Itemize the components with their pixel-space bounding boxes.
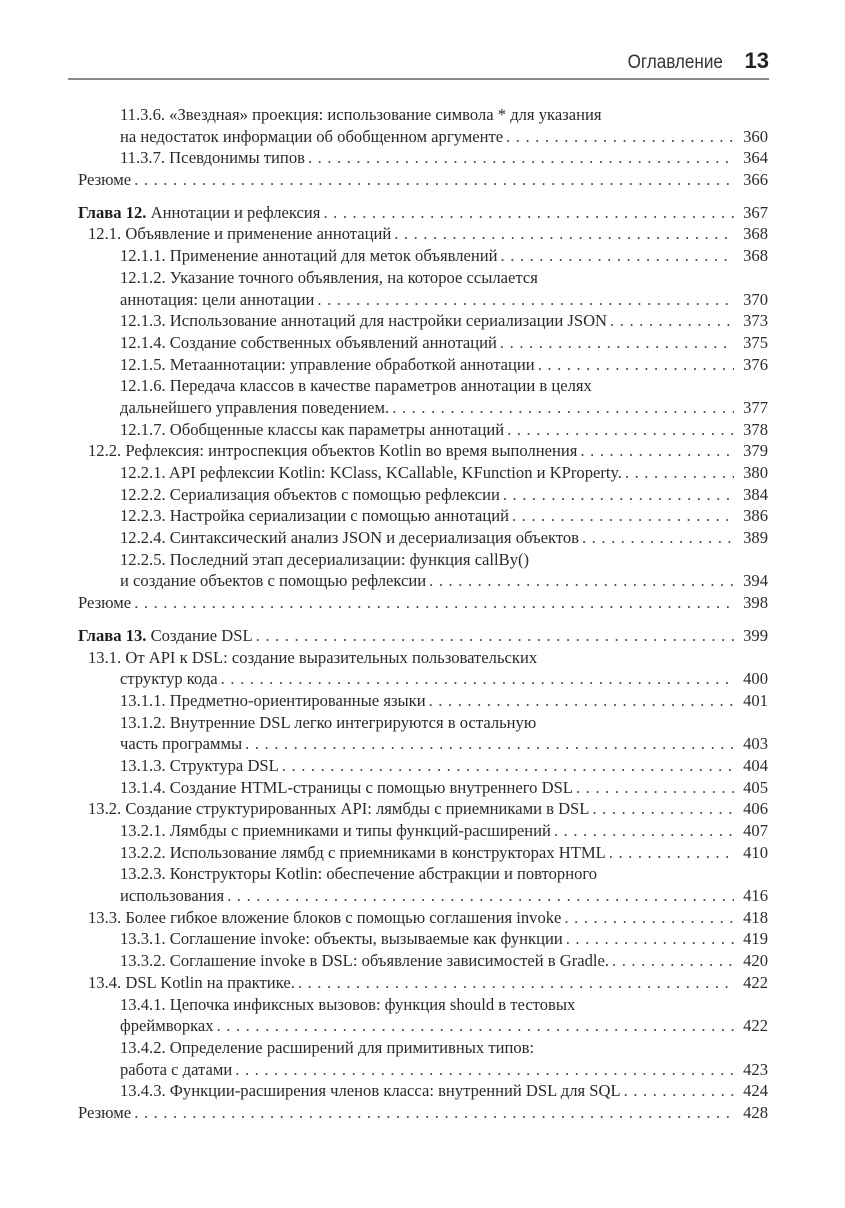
toc-section-entry: [0, 332, 845, 354]
toc-entry-title: 13.3. Более гибкое вложение блоков с помощью соглашения invoke: [88, 907, 564, 929]
toc-line: [0, 332, 845, 354]
toc-line: [0, 647, 845, 669]
toc-section-entry: [0, 690, 845, 712]
toc-line: [0, 440, 845, 462]
dot-leader: [512, 505, 734, 527]
toc-entry-title: 13.4. DSL Kotlin на практике.: [88, 972, 298, 994]
toc-section-entry: [0, 223, 845, 245]
toc-entry-title: на недостаток информации об обобщенном аргументе: [120, 126, 506, 148]
dot-leader: [624, 1080, 734, 1102]
running-header: [68, 36, 769, 80]
toc-page-number: 377: [743, 397, 768, 417]
toc-section-entry: [0, 375, 845, 418]
toc-page-number: 423: [743, 1059, 768, 1079]
toc-line: [0, 549, 845, 571]
toc-entry-title: Резюме: [78, 1102, 134, 1124]
toc-page-number: 373: [743, 311, 768, 331]
toc-section-entry: [0, 527, 845, 549]
toc-line: [0, 126, 845, 148]
toc-entry-title: 13.2.1. Лямбды с приемниками и типы функций-расширений: [120, 820, 554, 842]
toc-line: [0, 505, 845, 527]
toc-entry-text: [78, 625, 256, 647]
toc-line: [0, 202, 845, 224]
toc-line: [0, 842, 845, 864]
toc-entry-title: 12.2.1. API рефлексии Kotlin: KClass, KCallable, KFunction и KProperty.: [120, 462, 625, 484]
dot-leader: [323, 202, 734, 224]
toc-page-number: 416: [743, 886, 768, 906]
toc-entry-title: Резюме: [78, 169, 134, 191]
toc-page-number: 405: [743, 777, 768, 797]
toc-line: [0, 950, 845, 972]
toc-entry-title: фреймворках: [120, 1015, 217, 1037]
toc-entry-title: 12.2.4. Синтаксический анализ JSON и десериализация объектов: [120, 527, 582, 549]
toc-line: [0, 885, 845, 907]
chapter-label: Глава 13.: [78, 625, 147, 645]
toc-page-number: 375: [743, 332, 768, 352]
toc-section-entry: [0, 354, 845, 376]
toc-line: [0, 972, 845, 994]
toc-entry-title: 13.1. От API к DSL: создание выразительных пользовательских: [88, 648, 540, 667]
toc-page-number: 407: [743, 821, 768, 840]
toc-line: [0, 712, 845, 734]
toc-line: [0, 267, 845, 289]
toc-page-number: 403: [743, 734, 768, 754]
toc-section-entry: [0, 842, 845, 864]
toc-section-entry: [0, 245, 845, 267]
dot-leader: [538, 354, 734, 376]
toc-section-entry: [0, 928, 845, 950]
dot-leader: [429, 570, 734, 592]
page-number: 13: [744, 48, 769, 73]
toc-section-entry: [0, 267, 845, 310]
toc-entry-title: 13.3.2. Соглашение invoke в DSL: объявление зависимостей в Gradle.: [120, 950, 612, 972]
dot-leader: [227, 885, 734, 907]
toc-entry-title: 12.1.7. Обобщенные классы как параметры аннотаций: [120, 419, 507, 441]
toc-entry-title: 12.2.2. Сериализация объектов с помощью рефлексии: [120, 484, 503, 506]
toc-line: [0, 462, 845, 484]
toc-page-number: 384: [743, 484, 768, 504]
dot-leader: [221, 668, 734, 690]
dot-leader: [566, 928, 734, 950]
toc-section-entry: [0, 863, 845, 906]
toc-line: [0, 777, 845, 799]
dot-leader: [392, 397, 734, 419]
dot-leader: [429, 690, 734, 712]
toc-page-number: 368: [743, 224, 768, 244]
dot-leader: [610, 310, 734, 332]
toc-line: [0, 375, 845, 397]
toc-section-entry: [0, 419, 845, 441]
toc-entry-title: 13.1.1. Предметно-ориентированные языки: [120, 690, 429, 712]
toc-page-number: 428: [743, 1102, 768, 1122]
toc-line: [0, 104, 845, 126]
toc-entry-title: 13.4.3. Функции-расширения членов класса: внутренний DSL для SQL: [120, 1080, 624, 1102]
toc-section-entry: [0, 1037, 845, 1080]
toc-line: [0, 820, 845, 842]
toc-entry-title: 13.1.2. Внутренние DSL легко интегрируются в остальную: [120, 713, 539, 732]
toc-page-number: 360: [743, 126, 768, 146]
toc-page-number: 386: [743, 506, 768, 526]
toc-page-number: 376: [743, 354, 768, 374]
toc-entry-title: 13.3.1. Соглашение invoke: объекты, вызываемые как функции: [120, 928, 566, 950]
dot-leader: [506, 126, 734, 148]
toc-entry-title: 13.4.1. Цепочка инфиксных вызовов: функция should в тестовых: [120, 995, 578, 1014]
toc-line: [0, 310, 845, 332]
toc-entry-title: 13.2.3. Конструкторы Kotlin: обеспечение абстракции и повторного: [120, 864, 600, 883]
dot-leader: [625, 462, 734, 484]
toc-section-entry: [0, 440, 845, 462]
dot-leader: [134, 592, 734, 614]
dot-leader: [582, 527, 734, 549]
dot-leader: [503, 484, 734, 506]
toc-line: [0, 625, 845, 647]
toc-line: [0, 354, 845, 376]
toc-entry-title: 13.2.2. Использование лямбд с приемниками в конструкторах HTML: [120, 842, 609, 864]
dot-leader: [554, 820, 734, 842]
toc-section-entry: [0, 950, 845, 972]
toc-page-number: 378: [743, 419, 768, 439]
toc-section-entry: [0, 994, 845, 1037]
toc-page-number: 400: [743, 669, 768, 689]
toc-page-number: 401: [743, 690, 768, 710]
toc-line: [0, 1059, 845, 1081]
toc-chapter-entry: [0, 625, 845, 647]
dot-leader: [134, 169, 734, 191]
toc-section-entry: [0, 712, 845, 755]
dot-leader: [308, 147, 734, 169]
toc-entry-title: 12.1. Объявление и применение аннотаций: [88, 223, 394, 245]
toc-line: [0, 527, 845, 549]
toc-line: [0, 570, 845, 592]
toc-line: [0, 147, 845, 169]
dot-leader: [592, 798, 734, 820]
toc-page-number: 418: [743, 907, 768, 927]
toc-summary-entry: [0, 592, 845, 614]
toc-page-number: 398: [743, 593, 768, 613]
toc-line: [0, 928, 845, 950]
toc-line: [0, 1037, 845, 1059]
toc-entry-title: 12.2. Рефлексия: интроспекция объектов Kotlin во время выполнения: [88, 440, 580, 462]
dot-leader: [576, 777, 734, 799]
dot-leader: [282, 755, 734, 777]
toc-line: [0, 245, 845, 267]
dot-leader: [501, 245, 735, 267]
toc-line: [0, 690, 845, 712]
toc-entry-title: 11.3.6. «Звездная» проекция: использование символа * для указания: [120, 105, 605, 124]
toc-line: [0, 397, 845, 419]
toc-section-entry: [0, 777, 845, 799]
dot-leader: [256, 625, 734, 647]
toc-line: [0, 907, 845, 929]
toc-line: [0, 1015, 845, 1037]
toc-line: [0, 592, 845, 614]
toc-entry-title: Аннотации и рефлексия: [146, 202, 321, 222]
toc-section-entry: [0, 820, 845, 842]
toc-section-entry: [0, 907, 845, 929]
toc-line: [0, 668, 845, 690]
toc-section-entry: [0, 462, 845, 484]
dot-leader: [609, 842, 734, 864]
running-header-title: Оглавление: [627, 52, 723, 73]
toc-line: [0, 755, 845, 777]
dot-leader: [317, 289, 734, 311]
toc-page-number: 410: [743, 842, 768, 862]
toc-line: [0, 1102, 845, 1124]
toc-entry-title: 12.1.5. Метааннотации: управление обработкой аннотации: [120, 354, 538, 376]
toc-section-entry: [0, 310, 845, 332]
toc-page-number: 406: [743, 799, 768, 819]
toc-line: [0, 863, 845, 885]
toc-page-number: 424: [743, 1081, 768, 1101]
toc-entry-title: 12.1.2. Указание точного объявления, на которое ссылается: [120, 268, 541, 287]
toc-entry-title: часть программы: [120, 733, 245, 755]
dot-leader: [235, 1059, 734, 1081]
toc-section-entry: [0, 1080, 845, 1102]
toc-entry-text: [78, 202, 323, 224]
toc-page-number: 394: [743, 571, 768, 591]
toc-section-entry: [0, 147, 845, 169]
toc-line: [0, 1080, 845, 1102]
toc-section-entry: [0, 647, 845, 690]
dot-leader: [612, 950, 734, 972]
dot-leader: [564, 907, 734, 929]
toc-entry-title: 12.2.3. Настройка сериализации с помощью аннотаций: [120, 505, 512, 527]
toc-page-number: 389: [743, 528, 768, 548]
toc-line: [0, 419, 845, 441]
toc-line: [0, 289, 845, 311]
toc-entry-title: и создание объектов с помощью рефлексии: [120, 570, 429, 592]
toc-summary-entry: [0, 169, 845, 191]
toc-page-number: 370: [743, 289, 768, 309]
toc-page-number: 368: [743, 246, 768, 266]
toc-entry-title: 13.1.3. Структура DSL: [120, 755, 282, 777]
dot-leader: [507, 419, 734, 441]
toc-page-number: 419: [743, 929, 768, 949]
toc-page-number: 367: [743, 202, 768, 222]
toc-entry-title: 12.1.4. Создание собственных объявлений аннотаций: [120, 332, 500, 354]
toc-entry-title: 12.2.5. Последний этап десериализации: функция callBy(): [120, 550, 532, 569]
toc-section-entry: [0, 755, 845, 777]
toc-entry-title: использования: [120, 885, 227, 907]
toc-chapter-entry: [0, 202, 845, 224]
toc-section-entry: [0, 549, 845, 592]
toc-entry-title: Резюме: [78, 592, 134, 614]
toc-entry-title: 12.1.3. Использование аннотаций для настройки сериализации JSON: [120, 310, 610, 332]
chapter-label: Глава 12.: [78, 202, 147, 222]
toc-entry-title: 11.3.7. Псевдонимы типов: [120, 147, 308, 169]
toc-entry-title: 13.2. Создание структурированных API: лямбды с приемниками в DSL: [88, 798, 592, 820]
dot-leader: [394, 223, 734, 245]
dot-leader: [580, 440, 734, 462]
dot-leader: [134, 1102, 734, 1124]
toc-line: [0, 223, 845, 245]
toc-section-entry: [0, 104, 845, 147]
toc-entry-title: 12.1.1. Применение аннотаций для меток объявлений: [120, 245, 501, 267]
toc-page-number: 379: [743, 441, 768, 461]
dot-leader: [298, 972, 734, 994]
toc-page-number: 380: [743, 463, 768, 482]
toc-entry-title: 12.1.6. Передача классов в качестве параметров аннотации в целях: [120, 376, 595, 395]
toc-page-number: 364: [743, 148, 768, 168]
toc-page-number: 366: [743, 170, 768, 190]
toc-entry-title: структур кода: [120, 668, 221, 690]
toc-line: [0, 798, 845, 820]
toc-entry-title: 13.1.4. Создание HTML-страницы с помощью внутреннего DSL: [120, 777, 576, 799]
toc-entry-title: 13.4.2. Определение расширений для примитивных типов:: [120, 1038, 537, 1057]
toc-page-number: 422: [743, 972, 768, 992]
toc-line: [0, 169, 845, 191]
toc-page-number: 399: [743, 625, 768, 645]
toc-section-entry: [0, 484, 845, 506]
dot-leader: [500, 332, 734, 354]
toc-summary-entry: [0, 1102, 845, 1124]
toc-line: [0, 484, 845, 506]
toc-line: [0, 733, 845, 755]
table-of-contents: [0, 104, 845, 1124]
toc-page-number: 422: [743, 1016, 768, 1036]
toc-section-entry: [0, 505, 845, 527]
toc-page-number: 404: [743, 755, 768, 775]
dot-leader: [217, 1015, 734, 1037]
toc-entry-title: дальнейшего управления поведением.: [120, 397, 392, 419]
toc-section-entry: [0, 972, 845, 994]
dot-leader: [245, 733, 734, 755]
toc-line: [0, 994, 845, 1016]
toc-entry-title: аннотация: цели аннотации: [120, 289, 317, 311]
toc-entry-title: Создание DSL: [146, 625, 253, 645]
toc-entry-title: работа с датами: [120, 1059, 235, 1081]
toc-section-entry: [0, 798, 845, 820]
toc-page-number: 420: [743, 951, 768, 971]
